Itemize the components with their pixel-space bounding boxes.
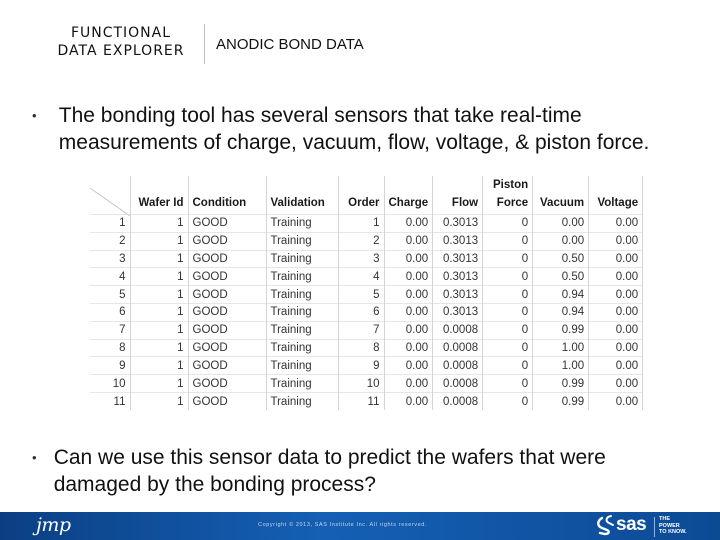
table-cell[interactable]: GOOD: [188, 303, 266, 321]
table-cell[interactable]: Training: [266, 250, 338, 268]
row-number: 6: [90, 303, 130, 321]
table-cell[interactable]: Training: [266, 232, 338, 250]
table-cell[interactable]: 0.0008: [433, 339, 483, 357]
table-cell[interactable]: 0.3013: [433, 268, 483, 286]
tagline-line2: POWER: [659, 522, 680, 529]
sas-tagline: [659, 516, 699, 536]
section-title-line1: FUNCTIONAL: [70, 25, 172, 41]
table-cell[interactable]: 1.00: [533, 339, 589, 357]
jmp-logo: jmp: [36, 514, 71, 536]
row-number: 11: [90, 392, 130, 410]
bullet-text-1: The bonding tool has several sensors that take real-time measurements of charge, vacuum, flow, voltage, & piston force.: [58, 104, 650, 154]
bullet-dot-icon: •: [32, 450, 37, 465]
table-cell[interactable]: 0: [483, 339, 533, 357]
table-cell[interactable]: 0.00: [384, 268, 433, 286]
table-cell[interactable]: 1: [130, 232, 188, 250]
table-cell[interactable]: 0.3013: [433, 303, 483, 321]
column-header-voltage[interactable]: Voltage: [589, 176, 643, 215]
table-cell[interactable]: GOOD: [188, 321, 266, 339]
table-cell[interactable]: 0.00: [384, 232, 433, 250]
section-title: [44, 24, 198, 60]
sas-wordmark: sas: [616, 514, 647, 535]
table-cell[interactable]: 1: [130, 357, 188, 375]
table-cell[interactable]: 0: [483, 303, 533, 321]
footer-divider: [654, 517, 655, 537]
table-cell[interactable]: GOOD: [188, 286, 266, 304]
table-cell[interactable]: 8: [338, 339, 384, 357]
table-header-row: [90, 176, 643, 215]
table-cell[interactable]: 1: [130, 392, 188, 410]
table-cell[interactable]: GOOD: [188, 232, 266, 250]
table-cell[interactable]: 0.00: [384, 357, 433, 375]
table-cell[interactable]: 1: [130, 268, 188, 286]
column-header-condition[interactable]: Condition: [188, 176, 266, 215]
column-header-piston-force[interactable]: Piston Force: [483, 176, 533, 215]
table-cell[interactable]: 0.00: [589, 232, 643, 250]
slide-subtitle: ANODIC BOND DATA: [216, 36, 364, 53]
table-body: [90, 215, 643, 411]
table-cell[interactable]: 0.99: [533, 321, 589, 339]
column-header-charge[interactable]: Charge: [384, 176, 433, 215]
table-cell[interactable]: 3: [338, 250, 384, 268]
table-cell[interactable]: 1.00: [533, 357, 589, 375]
table-cell[interactable]: 0: [483, 321, 533, 339]
bullet-point-2: [30, 444, 690, 498]
table-cell[interactable]: 0.00: [589, 357, 643, 375]
table-row[interactable]: [90, 250, 643, 268]
table-cell[interactable]: 9: [338, 357, 384, 375]
table-cell[interactable]: Training: [266, 215, 338, 233]
table-cell[interactable]: 0.00: [589, 215, 643, 233]
table-cell[interactable]: 0.0008: [433, 321, 483, 339]
table-cell[interactable]: 0: [483, 357, 533, 375]
table-cell[interactable]: 1: [338, 215, 384, 233]
table-cell[interactable]: 1: [130, 321, 188, 339]
table-cell[interactable]: 0.00: [589, 375, 643, 393]
table-row[interactable]: [90, 375, 643, 393]
row-number: 5: [90, 286, 130, 304]
table-cell[interactable]: 0.00: [589, 339, 643, 357]
table-cell[interactable]: 0.00: [589, 392, 643, 410]
table-cell[interactable]: 0.99: [533, 375, 589, 393]
table-row[interactable]: [90, 392, 643, 410]
table-cell[interactable]: 0.00: [589, 250, 643, 268]
column-header-order[interactable]: Order: [338, 176, 384, 215]
table-row[interactable]: [90, 321, 643, 339]
table-cell[interactable]: GOOD: [188, 339, 266, 357]
table-cell[interactable]: 0.50: [533, 250, 589, 268]
table-row[interactable]: [90, 339, 643, 357]
bullet-dot-icon: •: [32, 108, 37, 123]
table-cell[interactable]: Training: [266, 286, 338, 304]
table-cell[interactable]: 0.3013: [433, 232, 483, 250]
row-number: 3: [90, 250, 130, 268]
table-cell[interactable]: Training: [266, 339, 338, 357]
table-cell[interactable]: Training: [266, 321, 338, 339]
table-cell[interactable]: 0.00: [384, 215, 433, 233]
table-cell[interactable]: 0.50: [533, 268, 589, 286]
table-cell[interactable]: 0.99: [533, 392, 589, 410]
table-cell[interactable]: 0.00: [384, 250, 433, 268]
table-cell[interactable]: 0.00: [384, 303, 433, 321]
row-number: 1: [90, 215, 130, 233]
table-corner-icon: [90, 188, 130, 216]
row-number: 9: [90, 357, 130, 375]
table-cell[interactable]: 10: [338, 375, 384, 393]
table-cell[interactable]: 0.00: [384, 339, 433, 357]
row-number: 8: [90, 339, 130, 357]
table-cell[interactable]: 1: [130, 339, 188, 357]
table-cell[interactable]: 1: [130, 286, 188, 304]
table-cell[interactable]: 0.94: [533, 286, 589, 304]
table-cell[interactable]: 0: [483, 215, 533, 233]
table-cell[interactable]: 0.94: [533, 303, 589, 321]
column-header-vacuum[interactable]: Vacuum: [533, 176, 589, 215]
table-cell[interactable]: 0.00: [533, 215, 589, 233]
column-header-wafer-id[interactable]: Wafer Id: [130, 176, 188, 215]
table-cell[interactable]: 11: [338, 392, 384, 410]
table-cell[interactable]: 2: [338, 232, 384, 250]
row-number: 10: [90, 375, 130, 393]
table-cell[interactable]: 0: [483, 286, 533, 304]
table-cell[interactable]: Training: [266, 392, 338, 410]
table-cell[interactable]: 0.0008: [433, 392, 483, 410]
table-cell[interactable]: 0.00: [589, 268, 643, 286]
table-cell[interactable]: 0.00: [589, 321, 643, 339]
table-cell[interactable]: 6: [338, 303, 384, 321]
data-table: [90, 176, 643, 410]
row-number: 7: [90, 321, 130, 339]
bullet-text-2: Can we use this sensor data to predict the wafers that were damaged by the bonding process?: [53, 446, 606, 496]
table-cell[interactable]: 0.0008: [433, 375, 483, 393]
table-cell[interactable]: GOOD: [188, 375, 266, 393]
table-row[interactable]: [90, 286, 643, 304]
table-cell[interactable]: 0.00: [533, 232, 589, 250]
table-cell[interactable]: 0: [483, 232, 533, 250]
table-row[interactable]: [90, 268, 643, 286]
table-cell[interactable]: 0.3013: [433, 215, 483, 233]
table-cell[interactable]: 0.3013: [433, 250, 483, 268]
table-cell[interactable]: 0.3013: [433, 286, 483, 304]
column-header-validation[interactable]: Validation: [266, 176, 338, 215]
table-cell[interactable]: Training: [266, 357, 338, 375]
section-title-line2: DATA EXPLORER: [57, 43, 185, 59]
table-cell[interactable]: 7: [338, 321, 384, 339]
table-cell[interactable]: 0.0008: [433, 357, 483, 375]
table-cell[interactable]: 1: [130, 375, 188, 393]
table-cell[interactable]: Training: [266, 303, 338, 321]
table-cell[interactable]: GOOD: [188, 215, 266, 233]
table-cell[interactable]: 1: [130, 250, 188, 268]
table-cell[interactable]: 0: [483, 250, 533, 268]
row-number: 2: [90, 232, 130, 250]
table-cell[interactable]: GOOD: [188, 392, 266, 410]
table-row[interactable]: [90, 303, 643, 321]
table-cell[interactable]: GOOD: [188, 268, 266, 286]
tagline-line3: TO KNOW.: [659, 529, 687, 535]
row-number: 4: [90, 268, 130, 286]
bullet-point-1: [30, 102, 710, 156]
table-row[interactable]: [90, 215, 643, 233]
table-row[interactable]: [90, 232, 643, 250]
table-cell[interactable]: 0.00: [384, 321, 433, 339]
table-cell[interactable]: 0: [483, 375, 533, 393]
copyright-text: Copyright © 2013, SAS Institute Inc. All rights reserved.: [258, 522, 428, 528]
table-cell[interactable]: 5: [338, 286, 384, 304]
table-row[interactable]: [90, 357, 643, 375]
table-cell[interactable]: 4: [338, 268, 384, 286]
table-cell[interactable]: Training: [266, 268, 338, 286]
table-cell[interactable]: GOOD: [188, 357, 266, 375]
table-cell[interactable]: Training: [266, 375, 338, 393]
data-table-screenshot: [90, 176, 654, 416]
table-cell[interactable]: 1: [130, 215, 188, 233]
table-cell[interactable]: 1: [130, 303, 188, 321]
table-cell[interactable]: 0: [483, 268, 533, 286]
table-cell[interactable]: 0.00: [384, 392, 433, 410]
header-divider: [204, 24, 205, 64]
column-header-flow[interactable]: Flow: [433, 176, 483, 215]
table-cell[interactable]: 0.00: [589, 303, 643, 321]
table-cell[interactable]: 0.00: [384, 286, 433, 304]
table-cell[interactable]: 0: [483, 392, 533, 410]
table-cell[interactable]: 0.00: [384, 375, 433, 393]
tagline-line1: THE: [659, 516, 670, 522]
table-cell[interactable]: 0.00: [589, 286, 643, 304]
table-cell[interactable]: GOOD: [188, 250, 266, 268]
